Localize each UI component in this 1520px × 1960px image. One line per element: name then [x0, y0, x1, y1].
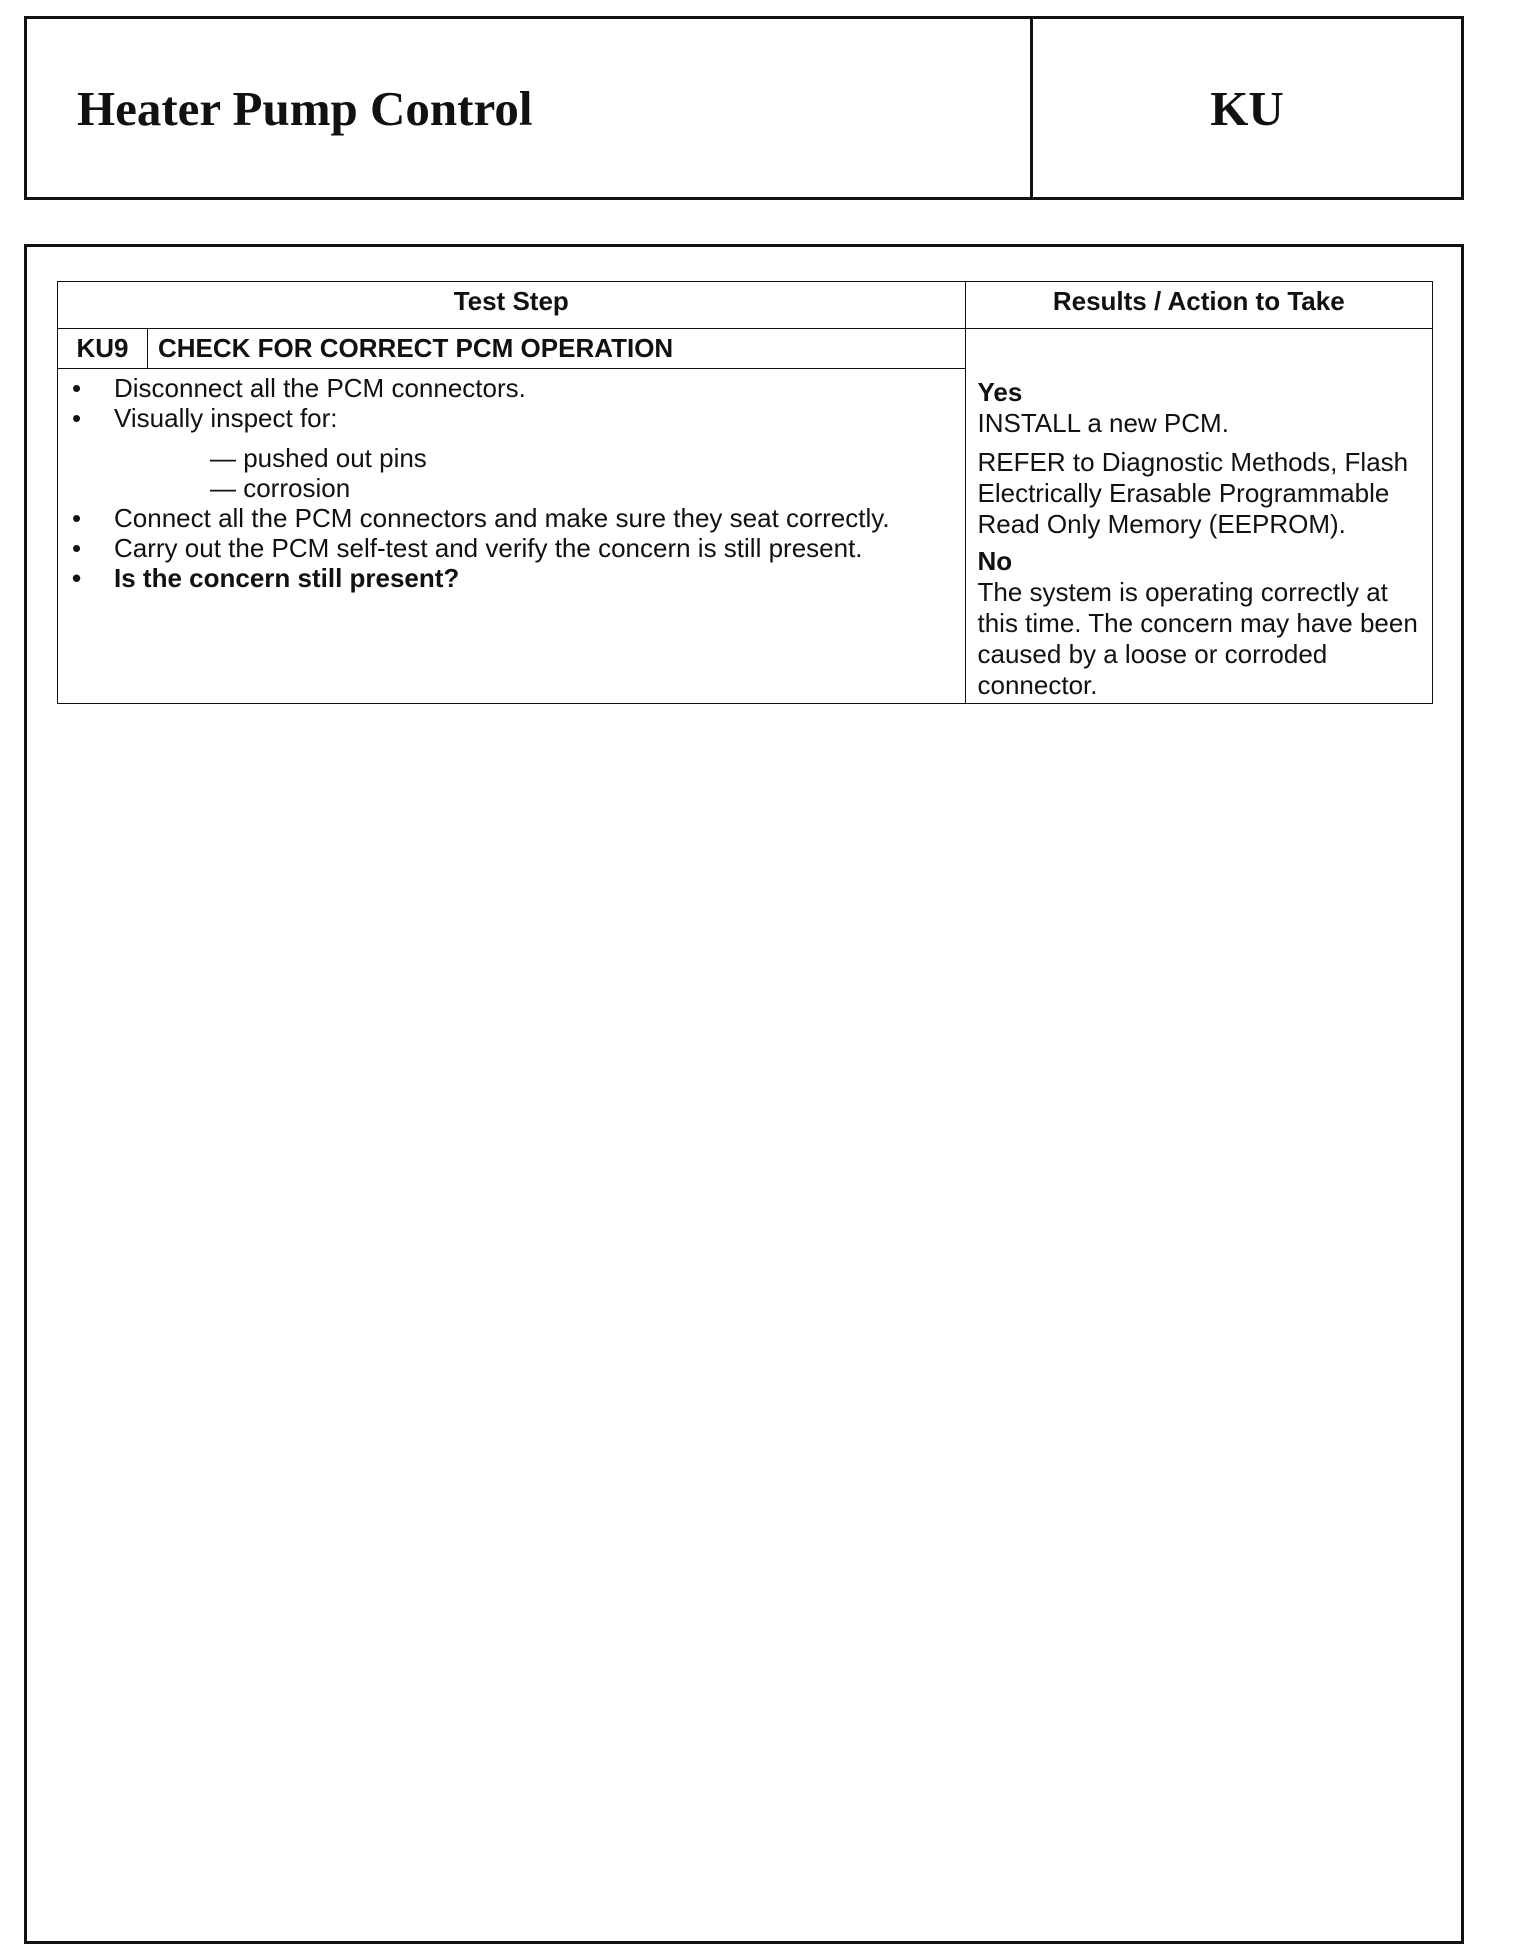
instruction-text: Disconnect all the PCM connectors. — [114, 373, 526, 403]
sub-list-item: — pushed out pins — [210, 443, 427, 473]
sub-list-item: — corrosion — [210, 473, 351, 503]
instruction-text: Visually inspect for: — [114, 403, 338, 433]
step-id: KU9 — [58, 329, 148, 369]
bullet-icon: • — [72, 563, 82, 593]
bullet-icon: • — [72, 503, 82, 533]
content-box — [24, 244, 1464, 1944]
list-item — [66, 373, 957, 403]
bullet-icon: • — [72, 533, 82, 563]
step-instructions — [58, 369, 966, 704]
table-header-row — [58, 282, 1433, 329]
list-item — [66, 533, 957, 563]
bullet-icon: • — [72, 403, 82, 433]
list-item — [66, 403, 957, 503]
step-body-row — [58, 369, 1433, 704]
yes-label: Yes — [977, 376, 1023, 407]
results-actions — [965, 369, 1433, 704]
bullet-icon: • — [72, 373, 82, 403]
no-label: No — [977, 545, 1013, 576]
no-action: The system is operating correctly at this time. The concern may have been caused by a loose or corroded connector. — [977, 576, 1418, 700]
instruction-text: Connect all the PCM connectors and make sure they seat correctly. — [114, 503, 890, 533]
instruction-list — [66, 373, 957, 593]
yes-refer: REFER to Diagnostic Methods, Flash Electrically Erasable Programmable Read Only Memory (EEPROM). — [977, 446, 1409, 539]
results-spacer — [965, 329, 1433, 369]
question-text: Is the concern still present? — [114, 563, 460, 593]
header-box — [24, 16, 1464, 200]
test-step-table — [57, 281, 1433, 704]
list-item — [66, 503, 957, 533]
list-item — [66, 563, 957, 593]
section-code: KU — [1210, 80, 1284, 136]
page-title: Heater Pump Control — [27, 19, 1033, 197]
column-header-test-step: Test Step — [58, 282, 966, 329]
step-title: CHECK FOR CORRECT PCM OPERATION — [148, 329, 966, 369]
column-header-results: Results / Action to Take — [965, 282, 1433, 329]
inspection-sublist — [114, 443, 957, 503]
yes-action: INSTALL a new PCM. — [977, 407, 1229, 438]
step-title-row — [58, 329, 1433, 369]
instruction-text: Carry out the PCM self-test and verify the concern is still present. — [114, 533, 863, 563]
